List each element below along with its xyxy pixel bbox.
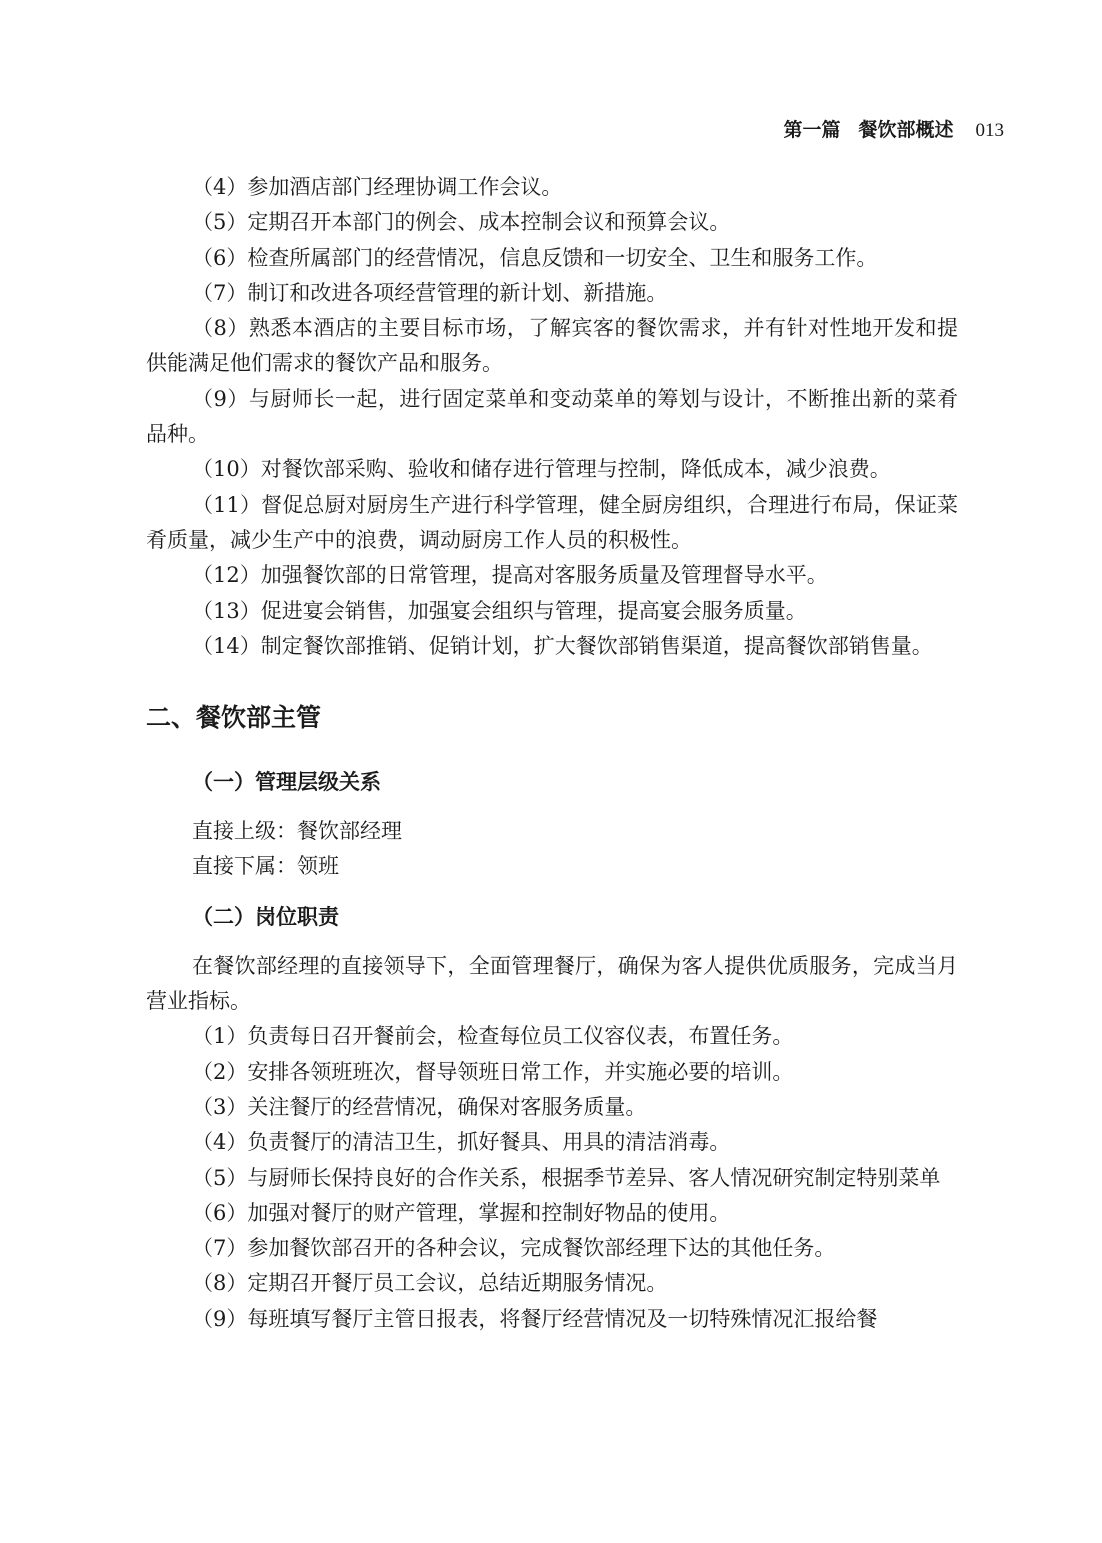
running-header xyxy=(783,116,1004,145)
subsection-heading-hierarchy: （一）管理层级关系 xyxy=(192,770,381,795)
direct-superior: 直接上级：餐饮部经理 xyxy=(192,819,402,844)
section-heading: 二、餐饮部主管 xyxy=(146,703,322,733)
page-number: 013 xyxy=(975,120,1004,141)
supervisor-duty-2: （2）安排各领班班次，督导领班日常工作，并实施必要的培训。 xyxy=(192,1059,794,1084)
manager-duty-10: （10）对餐饮部采购、验收和储存进行管理与控制，降低成本，减少浪费。 xyxy=(192,457,891,482)
manager-duty-12: （12）加强餐饮部的日常管理，提高对客服务质量及管理督导水平。 xyxy=(192,563,828,588)
direct-subordinate: 直接下属：领班 xyxy=(192,854,339,879)
supervisor-duty-3: （3）关注餐厅的经营情况，确保对客服务质量。 xyxy=(192,1094,647,1119)
supervisor-duty-5: （5）与厨师长保持良好的合作关系，根据季节差异、客人情况研究制定特别菜单 xyxy=(192,1165,941,1190)
subsection-heading-duties: （二）岗位职责 xyxy=(192,904,339,929)
manager-duty-7: （7）制订和改进各项经营管理的新计划、新措施。 xyxy=(192,280,668,305)
manager-duty-5: （5）定期召开本部门的例会、成本控制会议和预算会议。 xyxy=(192,210,731,235)
duties-intro: 在餐饮部经理的直接领导下，全面管理餐厅，确保为客人提供优质服务，完成当月营业指标。 xyxy=(146,953,958,1014)
supervisor-duty-9: （9）每班填写餐厅主管日报表，将餐厅经营情况及一切特殊情况汇报给餐 xyxy=(192,1306,878,1331)
manager-duty-4: （4）参加酒店部门经理协调工作会议。 xyxy=(192,175,563,199)
supervisor-duty-1: （1）负责每日召开餐前会，检查每位员工仪容仪表，布置任务。 xyxy=(192,1024,794,1049)
manager-duty-11: （11）督促总厨对厨房生产进行科学管理，健全厨房组织，合理进行布局，保证菜肴质量，减少生产中的浪费，调动厨房工作人员的积极性。 xyxy=(146,492,958,552)
manager-duty-6: （6）检查所属部门的经营情况，信息反馈和一切安全、卫生和服务工作。 xyxy=(192,245,878,270)
manager-duty-14: （14）制定餐饮部推销、促销计划，扩大餐饮部销售渠道，提高餐饮部销售量。 xyxy=(192,633,933,658)
manager-duty-8: （8）熟悉本酒店的主要目标市场，了解宾客的餐饮需求，并有针对性地开发和提供能满足他们需求的餐饮产品和服务。 xyxy=(146,316,958,376)
supervisor-duty-8: （8）定期召开餐厅员工会议，总结近期服务情况。 xyxy=(192,1271,668,1296)
manager-duty-13: （13）促进宴会销售，加强宴会组织与管理，提高宴会服务质量。 xyxy=(192,598,807,623)
manager-duty-9: （9）与厨师长一起，进行固定菜单和变动菜单的筹划与设计，不断推出新的菜肴品种。 xyxy=(146,386,958,447)
supervisor-duty-6: （6）加强对餐厅的财产管理，掌握和控制好物品的使用。 xyxy=(192,1200,731,1225)
supervisor-duty-4: （4）负责餐厅的清洁卫生，抓好餐具、用具的清洁消毒。 xyxy=(192,1130,731,1155)
header-part: 第一篇 xyxy=(783,119,841,141)
supervisor-duty-7: （7）参加餐饮部召开的各种会议，完成餐饮部经理下达的其他任务。 xyxy=(192,1236,836,1261)
header-chapter: 餐饮部概述 xyxy=(858,119,954,141)
page-body xyxy=(146,170,958,1337)
